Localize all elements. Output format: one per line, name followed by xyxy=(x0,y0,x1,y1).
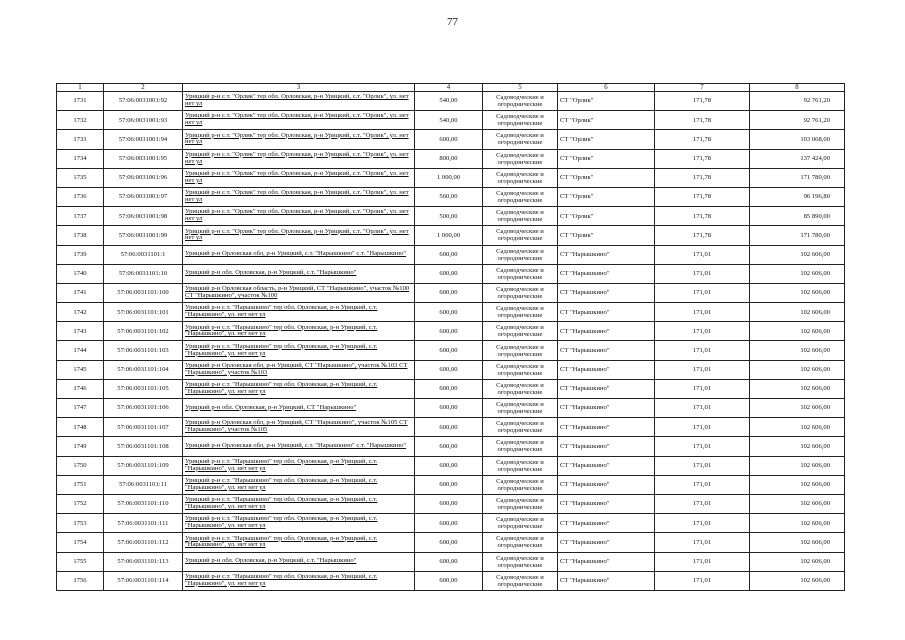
cadastral-value-cell: 85 890,00 xyxy=(750,207,845,226)
table-row xyxy=(57,571,845,590)
rate-cell: 171,78 xyxy=(655,187,750,206)
land-use-category-cell: Садоводческие и огороднические xyxy=(483,418,558,437)
cadastral-value-cell: 102 606,00 xyxy=(750,494,845,513)
table-row xyxy=(57,437,845,456)
cadastral-value-cell: 171 780,00 xyxy=(750,168,845,187)
cadastral-number-cell: 57:06:0031101:114 xyxy=(104,571,183,590)
table-row xyxy=(57,149,845,168)
organization-cell: СТ "Нарышкино" xyxy=(558,264,655,283)
rate-cell: 171,01 xyxy=(655,494,750,513)
address-cell: Урицкий р-н с.т. "Нарышкино" тер обл. Орловская, р-н Урицкий, с.т. "Нарышкино", ул. нет нет ул xyxy=(183,341,415,360)
area-cell: 600,00 xyxy=(415,264,483,283)
area-cell: 600,00 xyxy=(415,303,483,322)
address-cell: Урицкий р-н обл. Орловская, р-н Урицкий, СТ "Нарышкино" xyxy=(183,399,415,418)
rate-cell: 171,78 xyxy=(655,111,750,130)
land-use-category-cell: Садоводческие и огороднические xyxy=(483,245,558,264)
cadastral-value-cell: 102 606,00 xyxy=(750,552,845,571)
table-row xyxy=(57,245,845,264)
area-cell: 1 000,00 xyxy=(415,168,483,187)
organization-cell: СТ "Орлик" xyxy=(558,111,655,130)
organization-cell: СТ "Орлик" xyxy=(558,92,655,111)
table-row xyxy=(57,341,845,360)
area-cell: 540,00 xyxy=(415,92,483,111)
cadastral-value-cell: 102 606,00 xyxy=(750,283,845,302)
row-number-cell: 1739 xyxy=(57,245,104,264)
cadastral-value-cell: 102 606,00 xyxy=(750,418,845,437)
address-cell: Урицкий р-н с.т. "Орлик" тер обл. Орловская, р-н Урицкий, с.т. "Орлик", ул. нет нет ул xyxy=(183,168,415,187)
rate-cell: 171,01 xyxy=(655,514,750,533)
rate-cell: 171,78 xyxy=(655,130,750,149)
column-header: 8 xyxy=(750,84,845,92)
organization-cell: СТ "Нарышкино" xyxy=(558,322,655,341)
land-use-category-cell: Садоводческие и огороднические xyxy=(483,552,558,571)
row-number-cell: 1735 xyxy=(57,168,104,187)
row-number-cell: 1740 xyxy=(57,264,104,283)
cadastral-number-cell: 57:06:0031101:104 xyxy=(104,360,183,379)
rate-cell: 171,01 xyxy=(655,303,750,322)
cadastral-value-cell: 102 606,00 xyxy=(750,379,845,398)
cadastral-value-cell: 102 606,00 xyxy=(750,341,845,360)
table-row xyxy=(57,552,845,571)
area-cell: 600,00 xyxy=(415,379,483,398)
organization-cell: СТ "Нарышкино" xyxy=(558,418,655,437)
land-use-category-cell: Садоводческие и огороднические xyxy=(483,437,558,456)
organization-cell: СТ "Орлик" xyxy=(558,168,655,187)
rate-cell: 171,01 xyxy=(655,533,750,552)
organization-cell: СТ "Орлик" xyxy=(558,130,655,149)
cadastral-number-cell: 57:06:0031101:10 xyxy=(104,264,183,283)
organization-cell: СТ "Нарышкино" xyxy=(558,533,655,552)
column-header: 6 xyxy=(558,84,655,92)
row-number-cell: 1742 xyxy=(57,303,104,322)
land-use-category-cell: Садоводческие и огороднические xyxy=(483,533,558,552)
row-number-cell: 1751 xyxy=(57,475,104,494)
land-use-category-cell: Садоводческие и огороднические xyxy=(483,226,558,245)
cadastral-number-cell: 57:06:0031101:11 xyxy=(104,475,183,494)
land-use-category-cell: Садоводческие и огороднические xyxy=(483,149,558,168)
area-cell: 600,00 xyxy=(415,475,483,494)
column-header: 1 xyxy=(57,84,104,92)
organization-cell: СТ "Нарышкино" xyxy=(558,303,655,322)
land-use-category-cell: Садоводческие и огороднические xyxy=(483,360,558,379)
area-cell: 500,00 xyxy=(415,207,483,226)
row-number-cell: 1746 xyxy=(57,379,104,398)
cadastral-number-cell: 57:06:0031101:112 xyxy=(104,533,183,552)
column-header: 4 xyxy=(415,84,483,92)
rate-cell: 171,78 xyxy=(655,149,750,168)
cadastral-value-cell: 102 606,00 xyxy=(750,303,845,322)
cadastral-number-cell: 57:06:0031101:100 xyxy=(104,283,183,302)
land-use-category-cell: Садоводческие и огороднические xyxy=(483,264,558,283)
table-row xyxy=(57,456,845,475)
rate-cell: 171,01 xyxy=(655,456,750,475)
cadastral-number-cell: 57:06:0031101:103 xyxy=(104,341,183,360)
row-number-cell: 1743 xyxy=(57,322,104,341)
organization-cell: СТ "Нарышкино" xyxy=(558,379,655,398)
rate-cell: 171,01 xyxy=(655,552,750,571)
area-cell: 600,00 xyxy=(415,322,483,341)
address-cell: Урицкий р-н Орловская область, р-н Урицкий, СТ "Нарышкино", участок №100 СТ "Нарышкино", участок №100 xyxy=(183,283,415,302)
organization-cell: СТ "Нарышкино" xyxy=(558,475,655,494)
cadastral-number-cell: 57:06:0031101:111 xyxy=(104,514,183,533)
cadastral-value-cell: 102 606,00 xyxy=(750,571,845,590)
row-number-cell: 1749 xyxy=(57,437,104,456)
address-cell: Урицкий р-н с.т. "Нарышкино" тер обл. Орловская, р-н Урицкий, с.т. "Нарышкино", ул. нет нет ул xyxy=(183,475,415,494)
organization-cell: СТ "Нарышкино" xyxy=(558,571,655,590)
cadastral-number-cell: 57:06:0031001:93 xyxy=(104,111,183,130)
cadastral-number-cell: 57:06:0031101:113 xyxy=(104,552,183,571)
cadastral-number-cell: 57:06:0031001:96 xyxy=(104,168,183,187)
land-use-category-cell: Садоводческие и огороднические xyxy=(483,283,558,302)
column-header: 7 xyxy=(655,84,750,92)
table-row xyxy=(57,226,845,245)
cadastral-value-cell: 102 606,00 xyxy=(750,360,845,379)
land-use-category-cell: Садоводческие и огороднические xyxy=(483,456,558,475)
row-number-cell: 1736 xyxy=(57,187,104,206)
organization-cell: СТ "Орлик" xyxy=(558,149,655,168)
area-cell: 600,00 xyxy=(415,552,483,571)
organization-cell: СТ "Нарышкино" xyxy=(558,399,655,418)
table-row xyxy=(57,379,845,398)
rate-cell: 171,01 xyxy=(655,341,750,360)
land-use-category-cell: Садоводческие и огороднические xyxy=(483,571,558,590)
cadastral-number-cell: 57:06:0031001:98 xyxy=(104,207,183,226)
land-use-category-cell: Садоводческие и огороднические xyxy=(483,207,558,226)
land-use-category-cell: Садоводческие и огороднические xyxy=(483,303,558,322)
row-number-cell: 1738 xyxy=(57,226,104,245)
table-header-row xyxy=(57,84,845,92)
rate-cell: 171,01 xyxy=(655,322,750,341)
address-cell: Урицкий р-н Орловская обл, р-н Урицкий, СТ "Нарышкино", участок №105 СТ "Нарышкино", участок №105 xyxy=(183,418,415,437)
row-number-cell: 1734 xyxy=(57,149,104,168)
table-row xyxy=(57,168,845,187)
area-cell: 600,00 xyxy=(415,360,483,379)
cadastral-value-cell: 102 606,00 xyxy=(750,437,845,456)
cadastral-value-cell: 102 606,00 xyxy=(750,322,845,341)
organization-cell: СТ "Нарышкино" xyxy=(558,341,655,360)
address-cell: Урицкий р-н с.т. "Нарышкино" тер обл. Орловская, р-н Урицкий, с.т. "Нарышкино", ул. нет нет ул xyxy=(183,571,415,590)
rate-cell: 171,78 xyxy=(655,168,750,187)
area-cell: 600,00 xyxy=(415,494,483,513)
cadastral-number-cell: 57:06:0031101:1 xyxy=(104,245,183,264)
land-use-category-cell: Садоводческие и огороднические xyxy=(483,187,558,206)
cadastral-number-cell: 57:06:0031001:97 xyxy=(104,187,183,206)
land-use-category-cell: Садоводческие и огороднические xyxy=(483,494,558,513)
area-cell: 600,00 xyxy=(415,418,483,437)
address-cell: Урицкий р-н обл. Орловская, р-н Урицкий, с.т. "Нарышкино" xyxy=(183,552,415,571)
area-cell: 600,00 xyxy=(415,283,483,302)
row-number-cell: 1741 xyxy=(57,283,104,302)
row-number-cell: 1747 xyxy=(57,399,104,418)
address-cell: Урицкий р-н с.т. "Нарышкино" тер обл. Орловская, р-н Урицкий, с.т. "Нарышкино", ул. нет нет ул xyxy=(183,456,415,475)
cadastral-value-cell: 103 068,00 xyxy=(750,130,845,149)
area-cell: 540,00 xyxy=(415,111,483,130)
cadastral-number-cell: 57:06:0031001:92 xyxy=(104,92,183,111)
rate-cell: 171,01 xyxy=(655,475,750,494)
cadastral-number-cell: 57:06:0031101:109 xyxy=(104,456,183,475)
cadastral-value-cell: 102 606,00 xyxy=(750,399,845,418)
cadastral-number-cell: 57:06:0031101:108 xyxy=(104,437,183,456)
organization-cell: СТ "Нарышкино" xyxy=(558,552,655,571)
row-number-cell: 1752 xyxy=(57,494,104,513)
organization-cell: СТ "Нарышкино" xyxy=(558,245,655,264)
area-cell: 1 000,00 xyxy=(415,226,483,245)
land-plots-table xyxy=(56,83,845,591)
cadastral-value-cell: 102 606,00 xyxy=(750,533,845,552)
rate-cell: 171,01 xyxy=(655,379,750,398)
address-cell: Урицкий р-н с.т. "Нарышкино" тер обл. Орловская, р-н Урицкий, с.т. "Нарышкино", ул. нет нет ул xyxy=(183,514,415,533)
address-cell: Урицкий р-н Орловская обл, р-н Урицкий, СТ "Нарышкино", участок №103 СТ "Нарышкино", участок №103 xyxy=(183,360,415,379)
cadastral-number-cell: 57:06:0031101:106 xyxy=(104,399,183,418)
address-cell: Урицкий р-н с.т. "Нарышкино" тер обл. Орловская, р-н Урицкий, с.т. "Нарышкино", ул. нет нет ул xyxy=(183,379,415,398)
organization-cell: СТ "Нарышкино" xyxy=(558,514,655,533)
cadastral-number-cell: 57:06:0031101:101 xyxy=(104,303,183,322)
cadastral-value-cell: 96 196,80 xyxy=(750,187,845,206)
address-cell: Урицкий р-н с.т. "Нарышкино" тер обл. Орловская, р-н Урицкий, с.т. "Нарышкино", ул. нет нет ул xyxy=(183,533,415,552)
address-cell: Урицкий р-н с.т. "Орлик" тер обл. Орловская, р-н Урицкий, с.т. "Орлик", ул. нет нет ул xyxy=(183,187,415,206)
land-use-category-cell: Садоводческие и огороднические xyxy=(483,322,558,341)
cadastral-value-cell: 102 606,00 xyxy=(750,514,845,533)
cadastral-number-cell: 57:06:0031101:110 xyxy=(104,494,183,513)
rate-cell: 171,78 xyxy=(655,207,750,226)
area-cell: 600,00 xyxy=(415,245,483,264)
rate-cell: 171,78 xyxy=(655,226,750,245)
row-number-cell: 1755 xyxy=(57,552,104,571)
address-cell: Урицкий р-н обл. Орловская, р-н Урицкий, с.т. "Нарышкино" xyxy=(183,264,415,283)
cadastral-value-cell: 92 761,20 xyxy=(750,111,845,130)
land-use-category-cell: Садоводческие и огороднические xyxy=(483,341,558,360)
column-header: 3 xyxy=(183,84,415,92)
table-row xyxy=(57,283,845,302)
land-use-category-cell: Садоводческие и огороднические xyxy=(483,514,558,533)
cadastral-number-cell: 57:06:0031101:105 xyxy=(104,379,183,398)
cadastral-number-cell: 57:06:0031001:94 xyxy=(104,130,183,149)
table-row xyxy=(57,187,845,206)
row-number-cell: 1750 xyxy=(57,456,104,475)
area-cell: 600,00 xyxy=(415,514,483,533)
area-cell: 560,00 xyxy=(415,187,483,206)
address-cell: Урицкий р-н с.т. "Орлик" тер обл. Орловская, р-н Урицкий, с.т. "Орлик", ул. нет нет ул xyxy=(183,130,415,149)
row-number-cell: 1744 xyxy=(57,341,104,360)
table-row xyxy=(57,92,845,111)
land-use-category-cell: Садоводческие и огороднические xyxy=(483,399,558,418)
table-row xyxy=(57,303,845,322)
page-number: 77 xyxy=(447,16,458,28)
land-use-category-cell: Садоводческие и огороднические xyxy=(483,92,558,111)
table-row xyxy=(57,514,845,533)
address-cell: Урицкий р-н с.т. "Орлик" тер обл. Орловская, р-н Урицкий, с.т. "Орлик", ул. нет нет ул xyxy=(183,149,415,168)
rate-cell: 171,01 xyxy=(655,418,750,437)
address-cell: Урицкий р-н с.т. "Орлик" тер обл. Орловская, р-н Урицкий, с.т. "Орлик", ул. нет нет ул xyxy=(183,92,415,111)
land-use-category-cell: Садоводческие и огороднические xyxy=(483,379,558,398)
row-number-cell: 1753 xyxy=(57,514,104,533)
land-use-category-cell: Садоводческие и огороднические xyxy=(483,168,558,187)
rate-cell: 171,01 xyxy=(655,360,750,379)
row-number-cell: 1733 xyxy=(57,130,104,149)
organization-cell: СТ "Орлик" xyxy=(558,226,655,245)
address-cell: Урицкий р-н Орловская обл, р-н Урицкий, с.т. "Нарышкино" с.т. "Нарышкино" xyxy=(183,437,415,456)
cadastral-value-cell: 137 424,00 xyxy=(750,149,845,168)
area-cell: 600,00 xyxy=(415,341,483,360)
row-number-cell: 1731 xyxy=(57,92,104,111)
address-cell: Урицкий р-н с.т. "Орлик" тер обл. Орловская, р-н Урицкий, с.т. "Орлик", ул. нет нет ул xyxy=(183,207,415,226)
column-header: 2 xyxy=(104,84,183,92)
land-use-category-cell: Садоводческие и огороднические xyxy=(483,475,558,494)
area-cell: 600,00 xyxy=(415,399,483,418)
table-row xyxy=(57,207,845,226)
table-row xyxy=(57,322,845,341)
address-cell: Урицкий р-н Орловская обл, р-н Урицкий, с.т. "Нарышкино" с.т. "Нарышкино" xyxy=(183,245,415,264)
rate-cell: 171,01 xyxy=(655,264,750,283)
row-number-cell: 1732 xyxy=(57,111,104,130)
table-row xyxy=(57,533,845,552)
area-cell: 800,00 xyxy=(415,149,483,168)
row-number-cell: 1748 xyxy=(57,418,104,437)
table-row xyxy=(57,130,845,149)
cadastral-number-cell: 57:06:0031101:102 xyxy=(104,322,183,341)
organization-cell: СТ "Нарышкино" xyxy=(558,456,655,475)
row-number-cell: 1754 xyxy=(57,533,104,552)
table-row xyxy=(57,264,845,283)
table-row xyxy=(57,494,845,513)
table-row xyxy=(57,475,845,494)
cadastral-number-cell: 57:06:0031101:107 xyxy=(104,418,183,437)
cadastral-value-cell: 102 606,00 xyxy=(750,264,845,283)
organization-cell: СТ "Орлик" xyxy=(558,187,655,206)
cadastral-value-cell: 92 761,20 xyxy=(750,92,845,111)
table-row xyxy=(57,399,845,418)
address-cell: Урицкий р-н с.т. "Нарышкино" тер обл. Орловская, р-н Урицкий, с.т. "Нарышкино", ул. нет нет ул xyxy=(183,494,415,513)
rate-cell: 171,01 xyxy=(655,283,750,302)
address-cell: Урицкий р-н с.т. "Нарышкино" тер обл. Орловская, р-н Урицкий, с.т. "Нарышкино", ул. нет нет ул xyxy=(183,322,415,341)
area-cell: 600,00 xyxy=(415,456,483,475)
land-use-category-cell: Садоводческие и огороднические xyxy=(483,130,558,149)
rate-cell: 171,01 xyxy=(655,571,750,590)
area-cell: 600,00 xyxy=(415,437,483,456)
address-cell: Урицкий р-н с.т. "Орлик" тер обл. Орловская, р-н Урицкий, с.т. "Орлик", ул. нет нет ул xyxy=(183,111,415,130)
organization-cell: СТ "Нарышкино" xyxy=(558,494,655,513)
land-use-category-cell: Садоводческие и огороднические xyxy=(483,111,558,130)
area-cell: 600,00 xyxy=(415,571,483,590)
row-number-cell: 1737 xyxy=(57,207,104,226)
cadastral-number-cell: 57:06:0031001:99 xyxy=(104,226,183,245)
area-cell: 600,00 xyxy=(415,130,483,149)
cadastral-value-cell: 171 780,00 xyxy=(750,226,845,245)
column-header: 5 xyxy=(483,84,558,92)
rate-cell: 171,78 xyxy=(655,92,750,111)
rate-cell: 171,01 xyxy=(655,399,750,418)
table-row xyxy=(57,360,845,379)
organization-cell: СТ "Нарышкино" xyxy=(558,283,655,302)
area-cell: 600,00 xyxy=(415,533,483,552)
rate-cell: 171,01 xyxy=(655,437,750,456)
organization-cell: СТ "Нарышкино" xyxy=(558,437,655,456)
address-cell: Урицкий р-н с.т. "Орлик" тер обл. Орловская, р-н Урицкий, с.т. "Орлик", ул. нет нет ул xyxy=(183,226,415,245)
row-number-cell: 1745 xyxy=(57,360,104,379)
table-row xyxy=(57,418,845,437)
row-number-cell: 1756 xyxy=(57,571,104,590)
organization-cell: СТ "Нарышкино" xyxy=(558,360,655,379)
organization-cell: СТ "Орлик" xyxy=(558,207,655,226)
rate-cell: 171,01 xyxy=(655,245,750,264)
cadastral-number-cell: 57:06:0031001:95 xyxy=(104,149,183,168)
address-cell: Урицкий р-н с.т. "Нарышкино" тер обл. Орловская, р-н Урицкий, с.т. "Нарышкино", ул. нет нет ул xyxy=(183,303,415,322)
cadastral-value-cell: 102 606,00 xyxy=(750,245,845,264)
cadastral-value-cell: 102 606,00 xyxy=(750,456,845,475)
table-row xyxy=(57,111,845,130)
cadastral-value-cell: 102 606,00 xyxy=(750,475,845,494)
